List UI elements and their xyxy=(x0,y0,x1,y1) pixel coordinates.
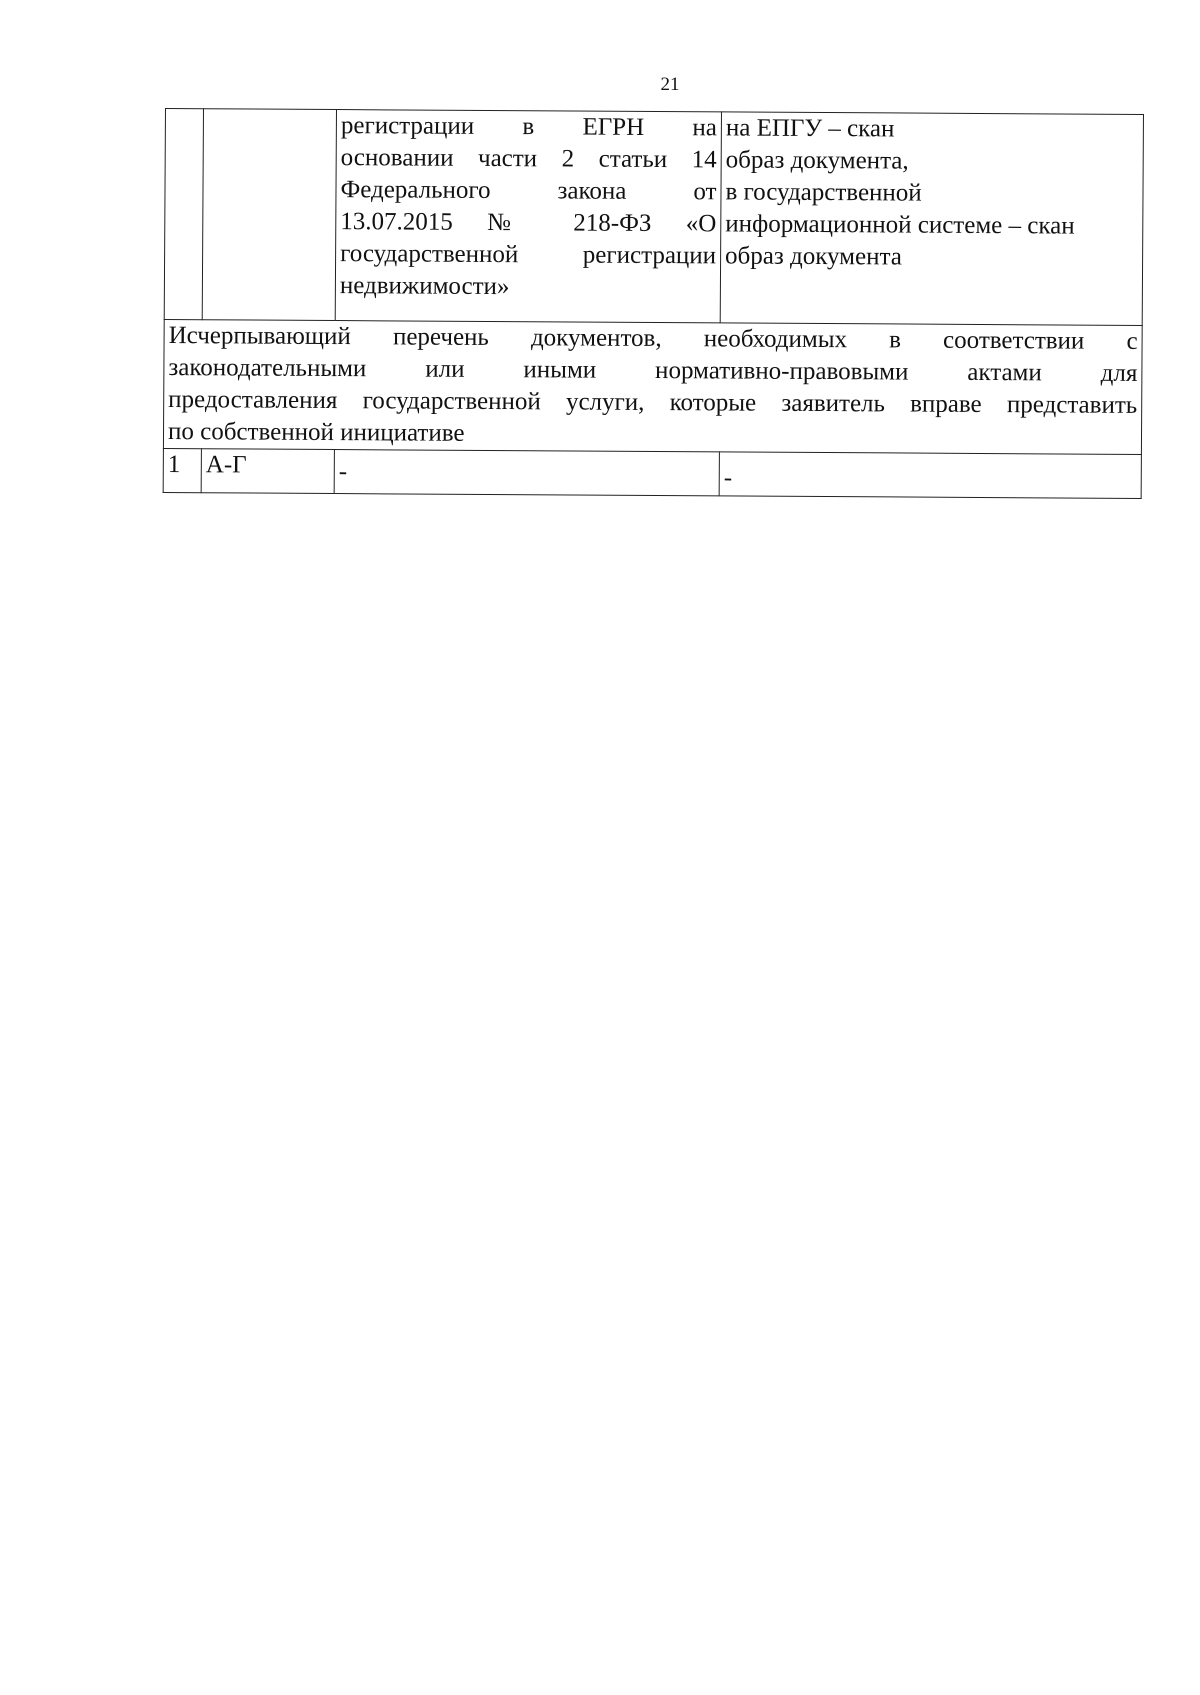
text-line: предоставления государственной услуги, которые заявитель вправе представить xyxy=(168,386,1138,419)
text-line: основании части 2 статьи 14 xyxy=(340,144,717,174)
text-line: законодательными или иными нормативно-правовыми актами для xyxy=(168,354,1138,387)
text-line: регистрации в ЕГРН на xyxy=(340,112,717,142)
text-line: 13.07.2015 № 218-ФЗ «О xyxy=(340,208,717,238)
category-cell: А-Г xyxy=(201,449,334,494)
text-line: по собственной инициативе xyxy=(167,418,465,447)
documents-table xyxy=(163,108,1144,499)
page-number: 21 xyxy=(660,74,680,95)
text-line: в государственной xyxy=(725,178,922,207)
text-line: на ЕПГУ – скан xyxy=(725,114,895,143)
text-line: образ документа xyxy=(725,242,902,271)
section-heading xyxy=(163,319,1142,454)
table-row-continuation xyxy=(164,109,1143,326)
table-row xyxy=(163,448,1141,498)
text-line: Федерального закона от xyxy=(340,176,717,206)
document-description-cell xyxy=(335,110,721,323)
text-line: образ документа, xyxy=(725,146,909,175)
text-line: государственной регистрации xyxy=(340,240,717,270)
category-cell xyxy=(202,109,336,321)
section-heading-row xyxy=(163,319,1142,454)
text-line: информационной системе – скан xyxy=(725,210,1075,240)
document-form-cell: - xyxy=(719,452,1141,499)
document-form-cell xyxy=(720,112,1143,326)
row-number-cell: 1 xyxy=(163,448,201,492)
row-number-cell xyxy=(164,109,203,320)
text-line: Исчерпывающий перечень документов, необходимых в соответствии с xyxy=(168,322,1138,355)
text-line: недвижимости» xyxy=(339,272,510,301)
document-description-cell: - xyxy=(334,450,719,496)
